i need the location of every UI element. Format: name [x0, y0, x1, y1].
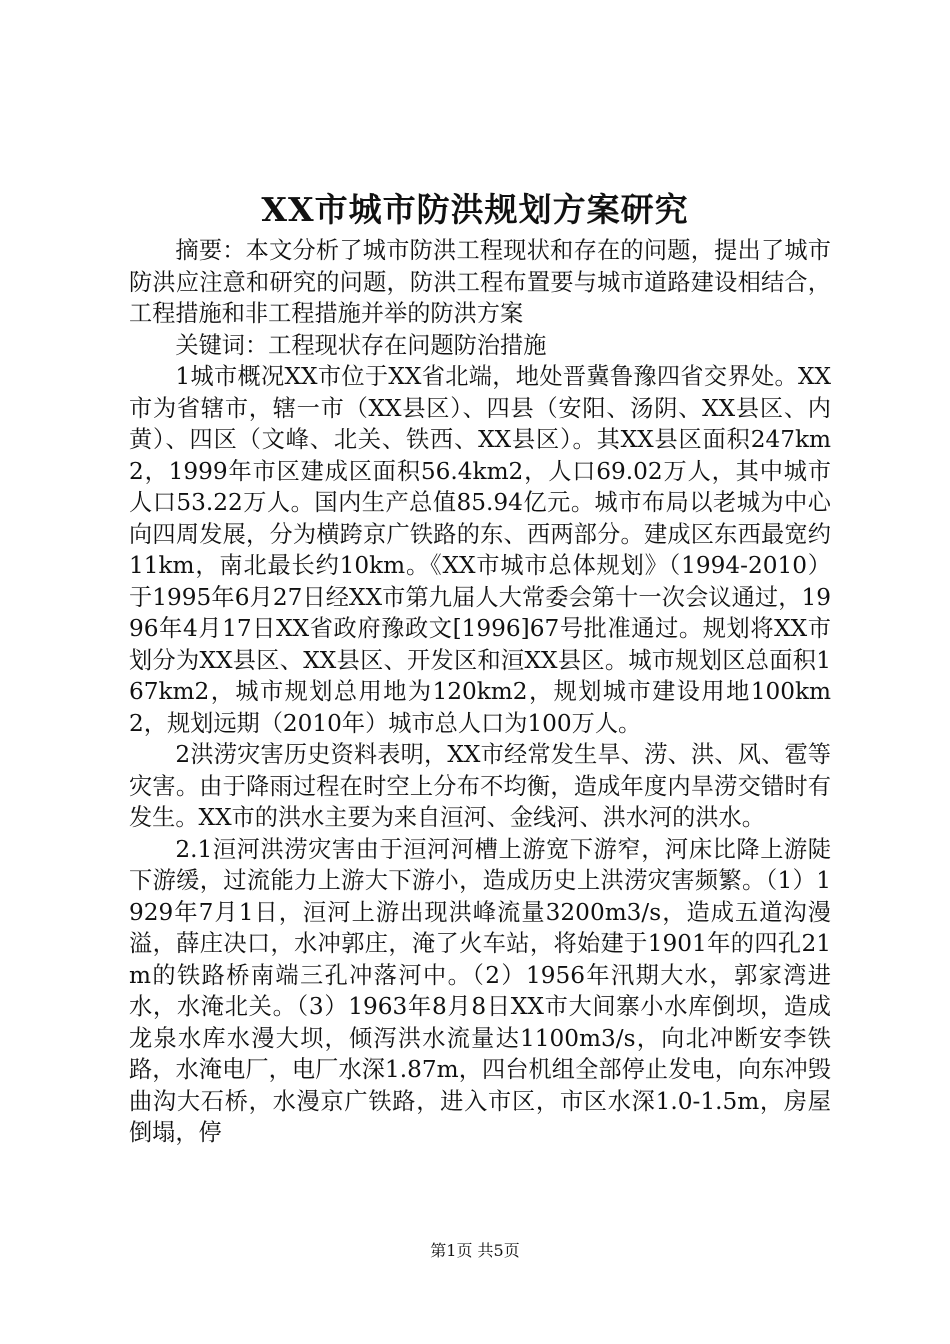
document-body [129, 235, 831, 1149]
document-title: XX市城市防洪规划方案研究 [261, 190, 689, 229]
keywords-paragraph: 关键词：工程现状存在问题防治措施 [175, 331, 547, 359]
flood-history-paragraph: 2洪涝灾害历史资料表明，XX市经常发生旱、涝、洪、风、雹等灾害。由于降雨过程在时空上分布不均衡，造成年度内旱涝交错时有发生。XX市的洪水主要为来自洹河、金线河、洪水河的洪水。 [129, 741, 831, 831]
abstract-paragraph: 摘要：本文分析了城市防洪工程现状和存在的问题，提出了城市防洪应注意和研究的问题，防洪工程布置要与城市道路建设相结合，工程措施和非工程措施并举的防洪方案 [129, 237, 831, 327]
page-number: 第1页 共5页 [430, 1241, 520, 1260]
huan-river-flood-paragraph: 2.1洹河洪涝灾害由于洹河河槽上游宽下游窄，河床比降上游陡下游缓，过流能力上游大下游小，造成历史上洪涝灾害频繁。（1）1929年7月1日，洹河上游出现洪峰流量3200m3/s，造成五道沟漫溢，薛庄决口，水冲郭庄，淹了火车站，将始建于1901年的四孔21m的铁路桥南端三孔冲落河中。（2）1956年汛期大水，郭家湾进水，水淹北关。（3）1963年8月8日XX市大间寨小水库倒坝，造成龙泉水库水漫大坝，倾泻洪水流量达1100m3/s，向北冲断安李铁路，水淹电厂，电厂水深1.87m，四台机组全部停止发电，向东冲毁曲沟大石桥，水漫京广铁路，进入市区，市区水深1.0-1.5m，房屋倒塌，停 [129, 835, 831, 1146]
city-overview-paragraph: 1城市概况XX市位于XX省北端，地处晋冀鲁豫四省交界处。XX市为省辖市，辖一市（XX县区）、四县（安阳、汤阴、XX县区、内黄）、四区（文峰、北关、铁西、XX县区）。其XX县区面积247km2，1999年市区建成区面积56.4km2，人口69.02万人，其中城市人口53.22万人。国内生产总值85.94亿元。城市布局以老城为中心向四周发展，分为横跨京广铁路的东、西两部分。建成区东西最宽约11km，南北最长约10km。《XX市城市总体规划》（1994-2010）于1995年6月27日经XX市第九届人大常委会第十一次会议通过，1996年4月17日XX省政府豫政文[1996]67号批准通过。规划将XX市划分为XX县区、XX县区、开发区和洹XX县区。城市规划区总面积167km2，城市规划总用地为120km2，规划城市建设用地100km2，规划远期（2010年）城市总人口为100万人。 [129, 363, 831, 737]
